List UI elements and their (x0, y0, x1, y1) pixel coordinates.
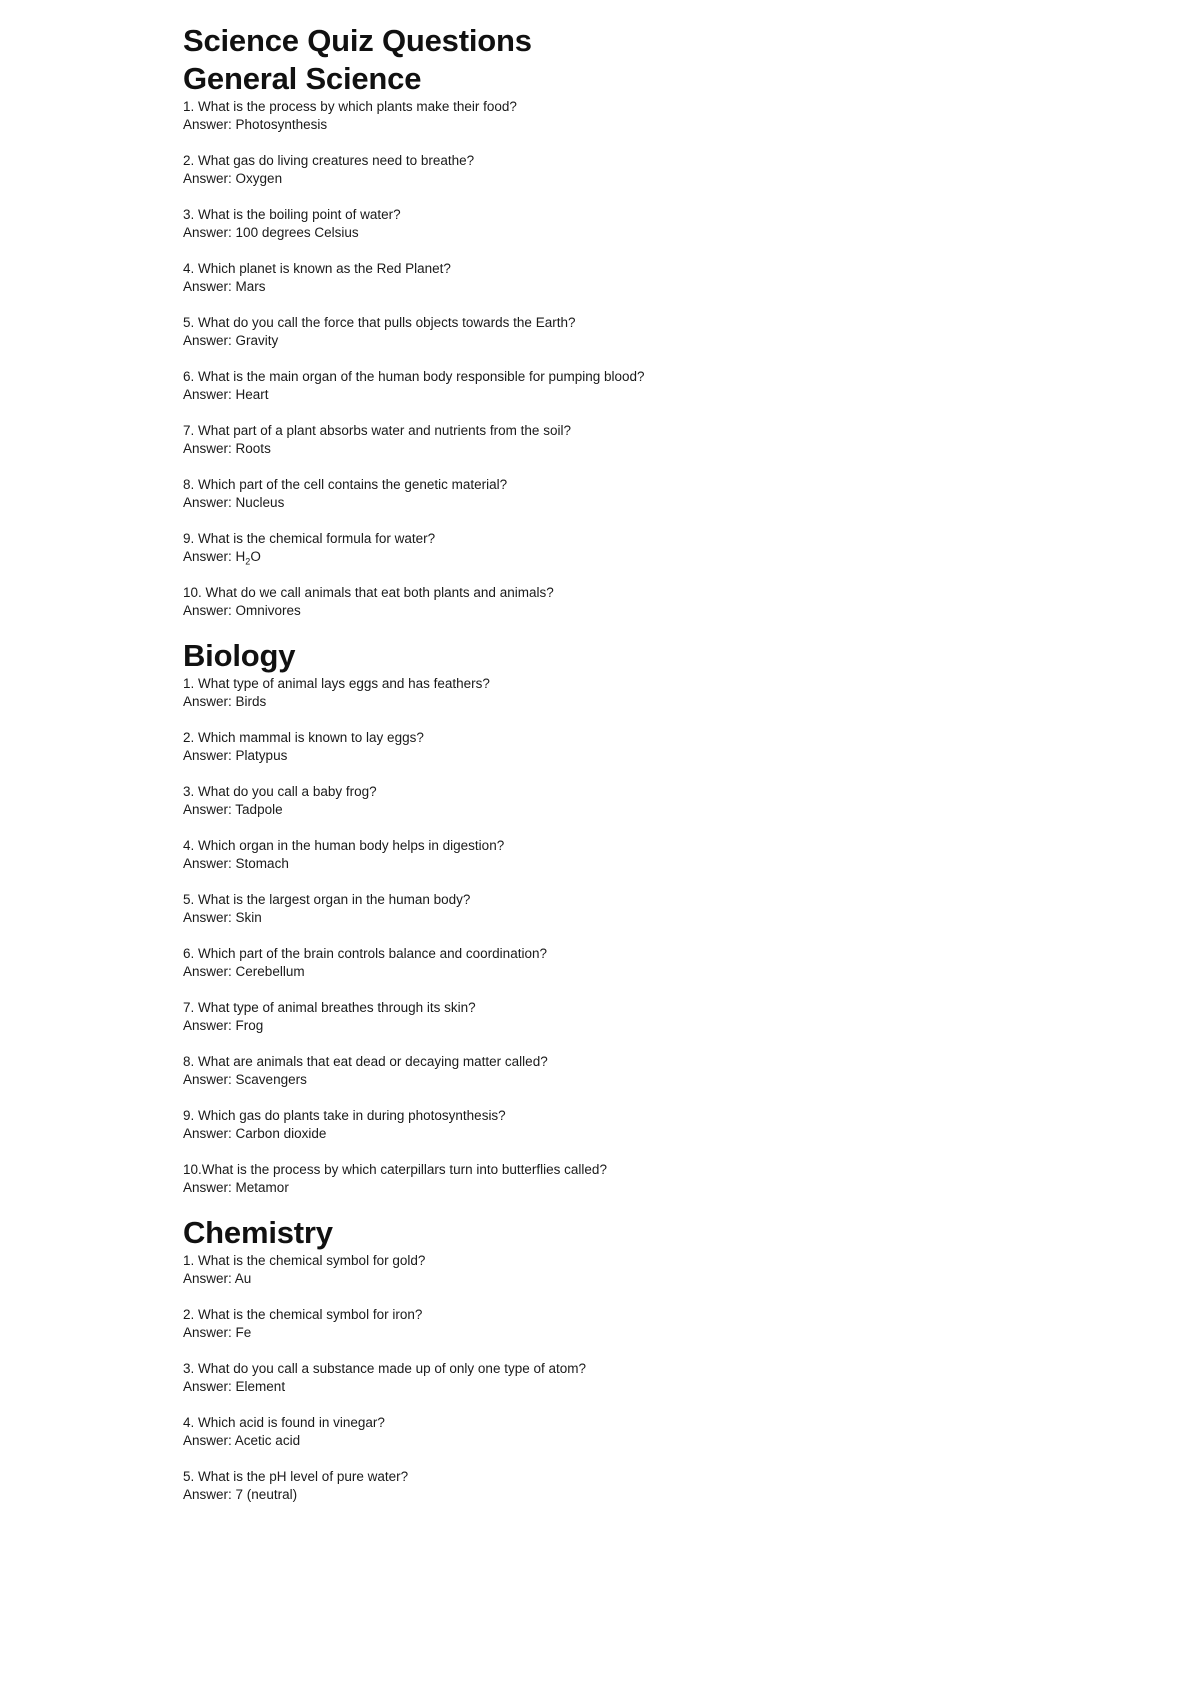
answer-line (183, 963, 1083, 981)
question-item (183, 1360, 1083, 1396)
answer-line (183, 1378, 1083, 1396)
question-item (183, 1306, 1083, 1342)
answer-label: Answer: (183, 495, 232, 510)
question-text: 5. What do you call the force that pulls objects towards the Earth? (183, 315, 576, 330)
question-text: 6. What is the main organ of the human body responsible for pumping blood? (183, 369, 645, 384)
question-item (183, 1414, 1083, 1450)
answer-line (183, 1017, 1083, 1035)
question-text: 8. Which part of the cell contains the genetic material? (183, 477, 508, 492)
question-item (183, 1468, 1083, 1504)
answer-text: Birds (235, 694, 267, 709)
answer-label: Answer: (183, 1271, 232, 1286)
question-item (183, 260, 1083, 296)
question-text: 10. What do we call animals that eat both plants and animals? (183, 585, 554, 600)
answer-label: Answer: (183, 117, 232, 132)
answer-line (183, 170, 1083, 188)
answer-text: Platypus (235, 748, 288, 763)
question-text: 1. What is the process by which plants make their food? (183, 99, 517, 114)
answer-line (183, 1071, 1083, 1089)
question-text: 3. What do you call a substance made up of only one type of atom? (183, 1361, 586, 1376)
question-item (183, 1053, 1083, 1089)
question-text: 7. What part of a plant absorbs water and nutrients from the soil? (183, 423, 571, 438)
answer-subscript: 2 (245, 556, 251, 567)
question-item (183, 530, 1083, 566)
question-text: 6. Which part of the brain controls balance and coordination? (183, 946, 547, 961)
question-text: 5. What is the pH level of pure water? (183, 1469, 409, 1484)
answer-text: Mars (235, 279, 266, 294)
answer-line (183, 1125, 1083, 1143)
answer-label: Answer: (183, 1433, 232, 1448)
question-item (183, 999, 1083, 1035)
answer-line (183, 1270, 1083, 1288)
answer-text: Scavengers (235, 1072, 307, 1087)
question-text: 3. What is the boiling point of water? (183, 207, 401, 222)
question-item (183, 1252, 1083, 1288)
answer-line (183, 332, 1083, 350)
answer-text: Roots (235, 441, 271, 456)
answer-text: Gravity (235, 333, 279, 348)
answer-label: Answer: (183, 856, 232, 871)
section-biology (183, 637, 1083, 1197)
question-text: 2. What gas do living creatures need to breathe? (183, 153, 475, 168)
answer-text: H (235, 549, 246, 564)
answer-text: Skin (235, 910, 262, 925)
question-text: 9. What is the chemical formula for water? (183, 531, 436, 546)
question-text: 1. What type of animal lays eggs and has feathers? (183, 676, 490, 691)
answer-text: Photosynthesis (235, 117, 328, 132)
question-item (183, 891, 1083, 927)
answer-label: Answer: (183, 1325, 232, 1340)
answer-label: Answer: (183, 748, 232, 763)
question-text: 2. Which mammal is known to lay eggs? (183, 730, 424, 745)
answer-label: Answer: (183, 1180, 232, 1195)
question-text: 9. Which gas do plants take in during photosynthesis? (183, 1108, 506, 1123)
answer-label: Answer: (183, 1126, 232, 1141)
answer-line (183, 801, 1083, 819)
answer-text: Oxygen (235, 171, 283, 186)
answer-label: Answer: (183, 387, 232, 402)
question-item (183, 1107, 1083, 1143)
question-text: 3. What do you call a baby frog? (183, 784, 377, 799)
answer-text: Omnivores (235, 603, 301, 618)
answer-label: Answer: (183, 171, 232, 186)
section-chemistry (183, 1214, 1083, 1504)
answer-text: 100 degrees Celsius (235, 225, 359, 240)
question-item (183, 729, 1083, 765)
answer-text: Element (235, 1379, 286, 1394)
answer-label: Answer: (183, 279, 232, 294)
answer-line (183, 224, 1083, 242)
answer-line (183, 278, 1083, 296)
answer-text: Nucleus (235, 495, 285, 510)
answer-line (183, 548, 1083, 566)
section-heading: Biology (183, 638, 296, 673)
answer-label: Answer: (183, 549, 232, 564)
sections-container (183, 60, 1083, 1504)
answer-label: Answer: (183, 910, 232, 925)
question-item (183, 783, 1083, 819)
answer-line (183, 116, 1083, 134)
answer-line (183, 1324, 1083, 1342)
document-title: Science Quiz Questions (183, 23, 532, 58)
section-heading: Chemistry (183, 1215, 333, 1250)
quiz-document (183, 22, 1083, 1504)
answer-label: Answer: (183, 1072, 232, 1087)
answer-label: Answer: (183, 225, 232, 240)
answer-line (183, 602, 1083, 620)
question-item (183, 476, 1083, 512)
question-item (183, 1161, 1083, 1197)
answer-text: O (250, 549, 261, 564)
answer-text: Frog (235, 1018, 264, 1033)
answer-line (183, 855, 1083, 873)
question-item (183, 675, 1083, 711)
answer-text: Acetic acid (234, 1433, 301, 1448)
question-text: 5. What is the largest organ in the human body? (183, 892, 471, 907)
question-text: 1. What is the chemical symbol for gold? (183, 1253, 426, 1268)
answer-label: Answer: (183, 603, 232, 618)
section-general-science (183, 60, 1083, 620)
question-item (183, 837, 1083, 873)
answer-label: Answer: (183, 1018, 232, 1033)
question-text: 7. What type of animal breathes through its skin? (183, 1000, 476, 1015)
answer-line (183, 1179, 1083, 1197)
question-item (183, 98, 1083, 134)
answer-text: Au (234, 1271, 252, 1286)
answer-line (183, 440, 1083, 458)
answer-line (183, 1486, 1083, 1504)
answer-text: Stomach (235, 856, 289, 871)
answer-label: Answer: (183, 333, 232, 348)
question-item (183, 206, 1083, 242)
answer-label: Answer: (183, 694, 232, 709)
answer-text: Tadpole (235, 802, 283, 817)
answer-line (183, 693, 1083, 711)
question-text: 8. What are animals that eat dead or decaying matter called? (183, 1054, 548, 1069)
answer-line (183, 909, 1083, 927)
answer-line (183, 386, 1083, 404)
question-text: 4. Which acid is found in vinegar? (183, 1415, 385, 1430)
answer-line (183, 494, 1083, 512)
answer-line (183, 1432, 1083, 1450)
answer-text: Fe (235, 1325, 252, 1340)
answer-text: Metamor (235, 1180, 289, 1195)
answer-label: Answer: (183, 1487, 232, 1502)
answer-label: Answer: (183, 1379, 232, 1394)
question-item (183, 945, 1083, 981)
answer-label: Answer: (183, 964, 232, 979)
answer-label: Answer: (183, 802, 232, 817)
question-text: 10.What is the process by which caterpillars turn into butterflies called? (183, 1162, 607, 1177)
answer-text: 7 (neutral) (235, 1487, 298, 1502)
question-item (183, 314, 1083, 350)
question-item (183, 584, 1083, 620)
section-heading: General Science (183, 61, 422, 96)
answer-text: Cerebellum (235, 964, 305, 979)
question-text: 4. Which organ in the human body helps in digestion? (183, 838, 505, 853)
answer-text: Heart (235, 387, 269, 402)
question-item (183, 152, 1083, 188)
question-item (183, 368, 1083, 404)
question-text: 4. Which planet is known as the Red Planet? (183, 261, 451, 276)
answer-line (183, 747, 1083, 765)
question-item (183, 422, 1083, 458)
question-text: 2. What is the chemical symbol for iron? (183, 1307, 423, 1322)
answer-text: Carbon dioxide (235, 1126, 327, 1141)
answer-label: Answer: (183, 441, 232, 456)
